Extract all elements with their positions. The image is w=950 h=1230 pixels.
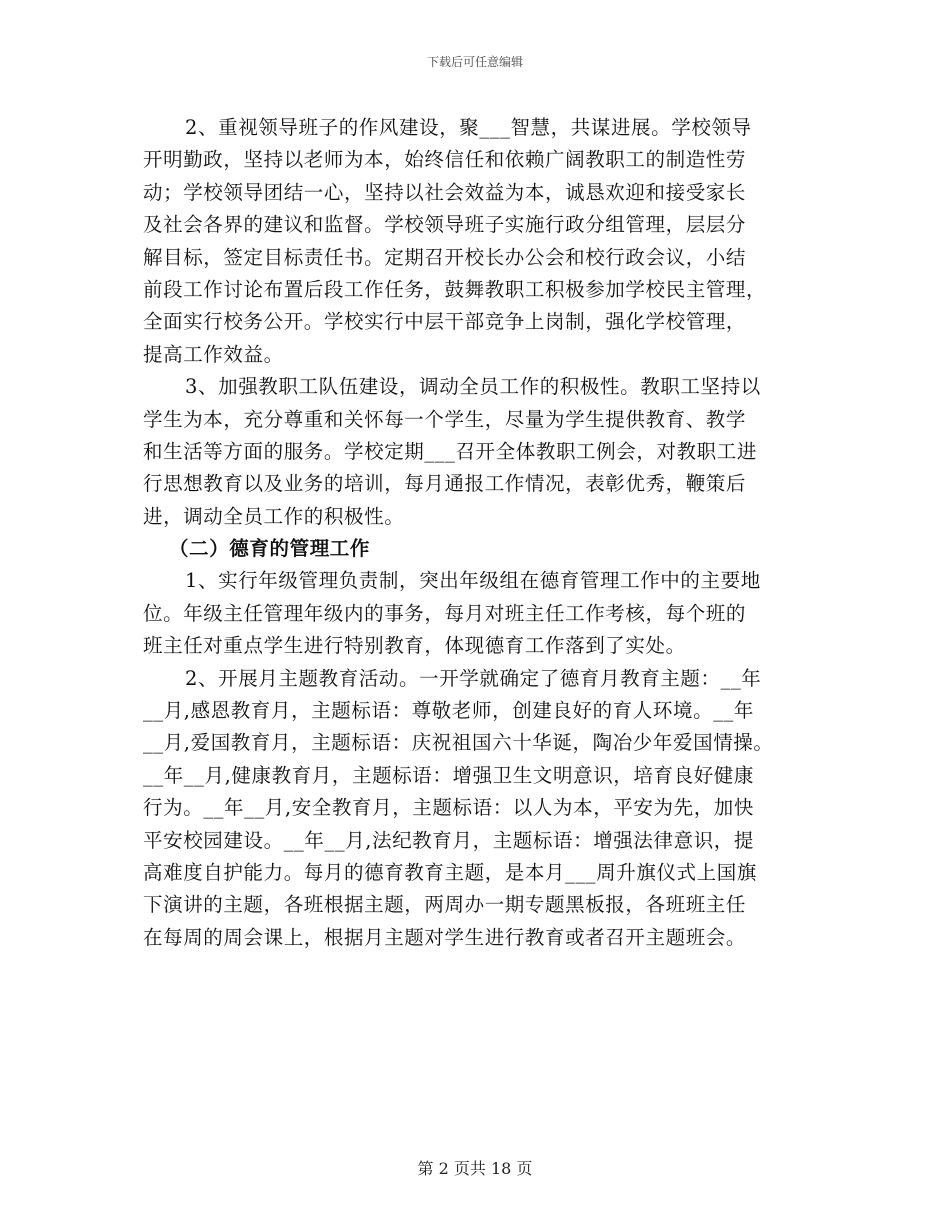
text-line: 和生活等方面的服务。学校定期___召开全体教职工例会，对教职工进 [143,439,757,463]
text-line: 位。年级主任管理年级内的事务，每月对班主任工作考核，每个班的 [143,601,747,625]
page-header: 下载后可任意编辑 [426,55,523,69]
text-line: 行为。__年__月,安全教育月，主题标语：以人为本，平安为先，加快 [143,796,754,820]
paragraph [143,371,815,533]
section-heading [143,533,815,565]
text-line: 高难度自护能力。每月的德育教育主题，是本月___周升旗仪式上国旗 [143,860,757,884]
text-line: 提高工作效益。 [143,342,284,366]
text-line: 全面实行校务公开。学校实行中层干部竞争上岗制，强化学校管理， [143,310,747,334]
text-line: 开明勤政，坚持以老师为本，始终信任和依赖广阔教职工的制造性劳 [143,148,747,172]
text-line: 2、开展月主题教育活动。一开学就确定了德育月教育主题：__年 [185,666,762,690]
text-line: 解目标，签定目标责任书。定期召开校长办公会和校行政会议，小结 [143,245,747,269]
text-line: 学生为本，充分尊重和关怀每一个学生，尽量为学生提供教育、教学 [143,407,747,431]
paragraph [143,565,815,662]
text-line: __月,感恩教育月，主题标语：尊敬老师，创建良好的育人环境。__年 [143,699,754,723]
text-line: 3、加强教职工队伍建设，调动全员工作的积极性。教职工坚持以 [185,375,761,399]
text-line: 班主任对重点学生进行特别教育，体现德育工作落到了实处。 [143,634,686,658]
heading-text: （二）德育的管理工作 [169,537,371,561]
paragraph [143,112,815,371]
text-line: 平安校园建设。__年__月,法纪教育月，主题标语：增强法律意识，提 [143,828,754,852]
text-line: 2、重视领导班子的作风建设，聚___智慧，共谋进展。学校领导 [185,116,752,139]
text-line: __年__月,健康教育月，主题标语：增强卫生文明意识，培育良好健康 [143,763,754,787]
page-footer: 第 2 页共 18 页 [417,1159,533,1178]
text-line: __月,爱国教育月，主题标语：庆祝祖国六十华诞，陶冶少年爱国情操。 [143,731,774,755]
text-line: 前段工作讨论布置后段工作任务，鼓舞教职工积极参加学校民主管理， [143,277,767,301]
text-line: 在每周的周会课上，根据月主题对学生进行教育或者召开主题班会。 [143,925,747,949]
text-line: 行思想教育以及业务的培训，每月通报工作情况，表彰优秀，鞭策后 [143,472,747,496]
text-line: 下演讲的主题，各班根据主题，两周办一期专题黑板报，各班班主任 [143,893,747,917]
text-line: 进，调动全员工作的积极性。 [143,504,405,528]
text-line: 1、实行年级管理负责制，突出年级组在德育管理工作中的主要地 [185,569,761,593]
document-body [143,112,815,954]
paragraph [143,663,815,955]
text-line: 及社会各界的建议和监督。学校领导班子实施行政分组管理，层层分 [143,213,747,237]
text-line: 动；学校领导团结一心，坚持以社会效益为本，诚恳欢迎和接受家长 [143,180,747,204]
